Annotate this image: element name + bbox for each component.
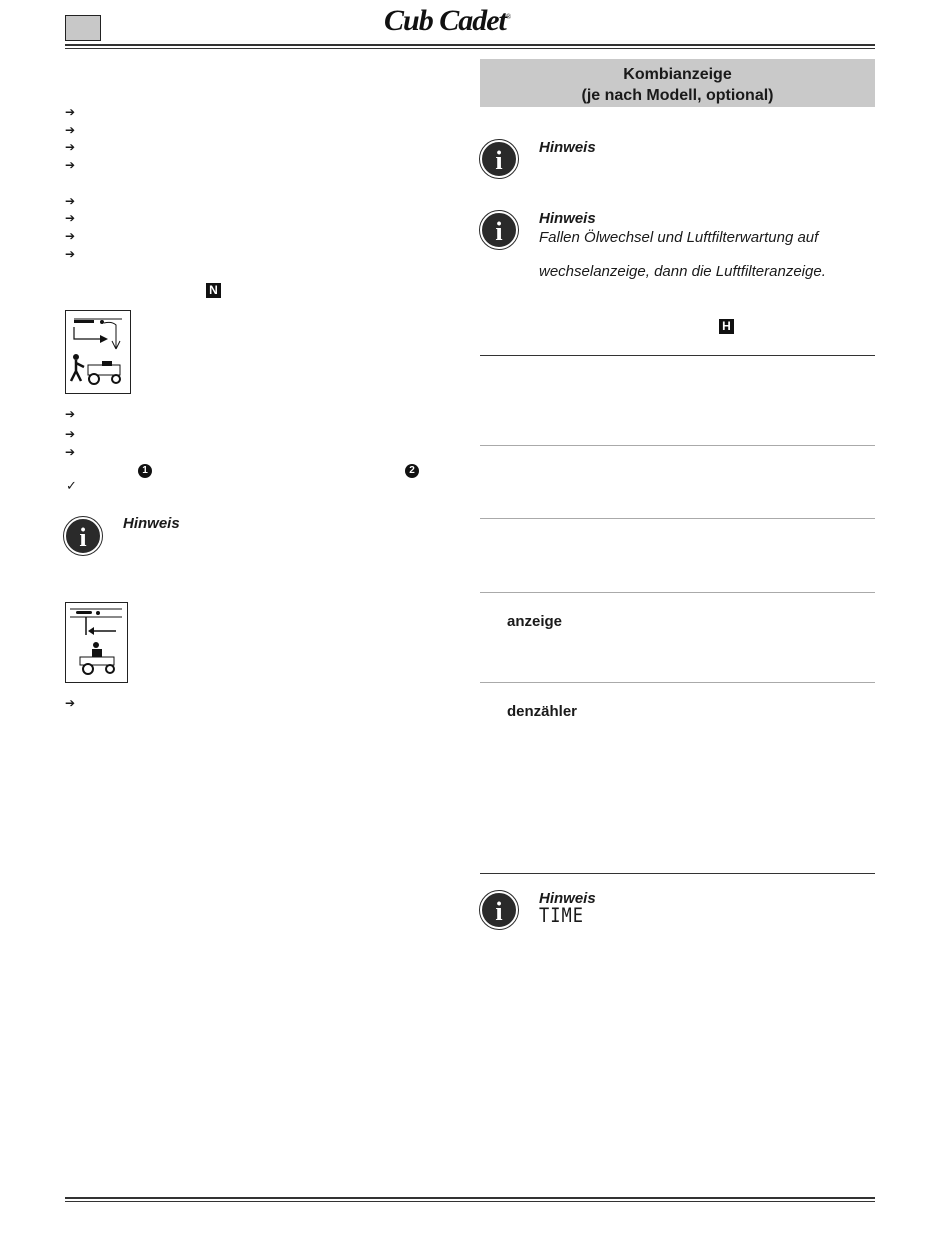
section-subtitle: (je nach Modell, optional): [581, 87, 774, 104]
divider: [480, 445, 875, 446]
footer-rule: [65, 1197, 875, 1199]
check-icon: ✓: [66, 478, 77, 493]
arrow-bullet-icon: ➔: [65, 194, 76, 208]
badge-h: H: [719, 319, 734, 334]
info-icon: i: [480, 140, 518, 178]
note-title: Hinweis: [539, 139, 596, 156]
header-rule: [65, 44, 875, 46]
circle-number-1: 1: [138, 464, 152, 478]
divider: [480, 682, 875, 683]
note-text: Fallen Ölwechsel und Luftfilterwartung auf: [539, 229, 819, 246]
arrow-bullet-icon: ➔: [65, 158, 76, 172]
divider: [480, 592, 875, 593]
arrow-bullet-icon: ➔: [65, 229, 76, 243]
note-title: Hinweis: [539, 890, 596, 907]
arrow-bullet-icon: ➔: [65, 140, 76, 154]
arrow-bullet-icon: ➔: [65, 211, 76, 225]
info-icon: i: [480, 891, 518, 929]
info-icon: i: [480, 211, 518, 249]
tractor-operator-icon: [66, 311, 130, 393]
tractor-reverse-icon: [66, 603, 127, 682]
info-icon: i: [64, 517, 102, 555]
divider: [480, 355, 875, 356]
divider: [480, 873, 875, 874]
arrow-bullet-icon: ➔: [65, 247, 76, 261]
note-title: Hinweis: [539, 210, 596, 227]
label-anzeige: anzeige: [507, 613, 563, 630]
label-denzaehler: denzähler: [507, 703, 578, 720]
note-text: wechselanzeige, dann die Luftfilteranzeige.: [539, 263, 826, 280]
circle-number-2: 2: [405, 464, 419, 478]
section-title: Kombianzeige: [623, 66, 732, 83]
badge-n: N: [206, 283, 221, 298]
divider: [480, 518, 875, 519]
language-box: [65, 15, 101, 41]
arrow-bullet-icon: ➔: [65, 696, 76, 710]
arrow-bullet-icon: ➔: [65, 427, 76, 441]
section-heading-kombianzeige: [480, 59, 875, 107]
footer-rule-thin: [65, 1201, 875, 1202]
pictogram-forward-drive: [65, 310, 131, 394]
arrow-bullet-icon: ➔: [65, 407, 76, 421]
lcd-time-text: TIME: [539, 904, 584, 928]
pictogram-reverse-drive: [65, 602, 128, 683]
cub-cadet-logo: Cub Cadet®: [384, 4, 511, 37]
arrow-bullet-icon: ➔: [65, 123, 76, 137]
arrow-bullet-icon: ➔: [65, 105, 76, 119]
arrow-bullet-icon: ➔: [65, 445, 76, 459]
note-title: Hinweis: [123, 515, 180, 532]
header-rule-thin: [65, 48, 875, 49]
